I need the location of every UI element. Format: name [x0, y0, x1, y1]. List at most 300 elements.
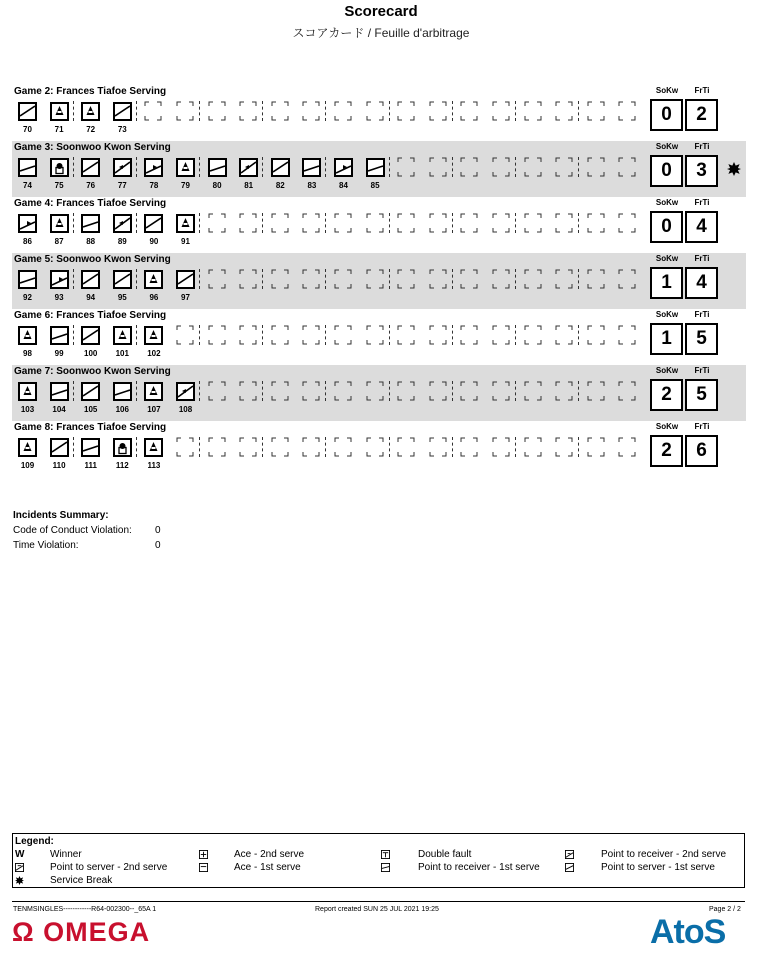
change-separator	[199, 381, 200, 401]
empty-point-slot	[239, 325, 257, 345]
point-mark-icon	[146, 272, 161, 287]
point-box	[18, 158, 37, 177]
point-box	[113, 270, 132, 289]
empty-point-slot	[302, 213, 320, 233]
point-box	[144, 270, 163, 289]
score-label-left: SoKw	[655, 422, 679, 431]
point-mark-icon	[83, 216, 98, 231]
empty-point-slot	[555, 269, 573, 289]
change-separator	[199, 437, 200, 457]
point-number: 78	[149, 181, 159, 190]
point-mark-icon	[146, 440, 161, 455]
empty-point-slot	[587, 325, 605, 345]
winner-symbol: W	[15, 849, 25, 860]
change-separator	[389, 213, 390, 233]
point-number: 76	[86, 181, 96, 190]
change-separator	[73, 437, 74, 457]
score-right: 4	[685, 267, 718, 299]
point-mark-icon	[115, 104, 130, 119]
empty-point-slot	[618, 213, 636, 233]
point-box	[113, 382, 132, 401]
change-separator	[136, 381, 137, 401]
point-box	[81, 102, 100, 121]
point-box	[50, 270, 69, 289]
empty-point-slot	[587, 157, 605, 177]
empty-point-slot	[587, 213, 605, 233]
point-mark-icon	[178, 216, 193, 231]
point-number: 74	[23, 181, 32, 190]
change-separator	[262, 269, 263, 289]
game-title: Game 4: Frances Tiafoe Serving	[14, 198, 167, 209]
point-mark-icon	[83, 384, 98, 399]
empty-point-slot	[492, 325, 510, 345]
change-separator	[389, 269, 390, 289]
point-number: 73	[117, 125, 127, 134]
empty-point-slot	[302, 381, 320, 401]
footer-code: TENMSINGLES------------R64-002300--_65A 1	[13, 906, 157, 913]
point-number: 87	[54, 237, 64, 246]
empty-point-slot	[366, 437, 384, 457]
empty-point-slot	[492, 101, 510, 121]
score-left: 2	[650, 435, 683, 467]
point-number: 71	[54, 125, 64, 134]
score-right: 6	[685, 435, 718, 467]
point-box	[113, 438, 132, 457]
point-box	[176, 158, 195, 177]
empty-point-slot	[492, 213, 510, 233]
change-separator	[452, 269, 453, 289]
server-2nd-icon	[15, 863, 24, 872]
empty-point-slot	[524, 437, 542, 457]
point-box	[366, 158, 385, 177]
score-label-right: FrTi	[694, 254, 710, 263]
point-box	[50, 326, 69, 345]
point-box	[81, 270, 100, 289]
page-subtitle: スコアカード / Feuille d'arbitrage	[292, 26, 470, 40]
point-number: 89	[117, 237, 127, 246]
page-title: Scorecard	[344, 3, 418, 20]
point-number: 77	[117, 181, 127, 190]
empty-point-slot	[366, 381, 384, 401]
point-number: 97	[181, 293, 190, 302]
point-box	[50, 438, 69, 457]
change-separator	[389, 325, 390, 345]
empty-point-slot	[176, 101, 194, 121]
omega-logo: Ω OMEGA	[12, 917, 151, 947]
point-box	[18, 214, 37, 233]
point-box	[81, 382, 100, 401]
point-mark-icon	[83, 440, 98, 455]
empty-point-slot	[239, 101, 257, 121]
empty-point-slot	[334, 213, 352, 233]
change-separator	[515, 325, 516, 345]
point-number: 106	[115, 405, 129, 414]
empty-point-slot	[460, 381, 478, 401]
point-box	[176, 214, 195, 233]
point-mark-icon	[115, 328, 130, 343]
score-label-left: SoKw	[655, 198, 679, 207]
empty-point-slot	[429, 269, 447, 289]
point-number: 91	[181, 237, 190, 246]
server-1st-icon	[565, 863, 574, 872]
point-mark-icon	[52, 384, 67, 399]
receiver-1st-icon	[381, 863, 390, 872]
point-mark-icon	[210, 160, 225, 175]
empty-point-slot	[429, 381, 447, 401]
change-separator	[262, 101, 263, 121]
game-title: Game 6: Frances Tiafoe Serving	[14, 310, 167, 321]
empty-point-slot	[460, 437, 478, 457]
point-number: 88	[86, 237, 96, 246]
empty-point-slot	[587, 101, 605, 121]
point-box	[50, 158, 69, 177]
empty-point-slot	[271, 381, 289, 401]
game-title: Game 8: Frances Tiafoe Serving	[14, 422, 167, 433]
point-box	[113, 326, 132, 345]
point-number: 90	[149, 237, 159, 246]
empty-point-slot	[618, 269, 636, 289]
point-number: 80	[212, 181, 222, 190]
empty-point-slot	[239, 437, 257, 457]
score-right: 5	[685, 379, 718, 411]
empty-point-slot	[271, 325, 289, 345]
empty-point-slot	[397, 101, 415, 121]
point-mark-icon	[115, 440, 130, 455]
incident-value: 0	[155, 525, 161, 536]
change-separator	[199, 269, 200, 289]
point-box	[144, 214, 163, 233]
empty-point-slot	[555, 101, 573, 121]
legend-receiver-2nd: Point to receiver - 2nd serve	[601, 849, 727, 860]
empty-point-slot	[524, 101, 542, 121]
score-left: 0	[650, 211, 683, 243]
point-box	[50, 214, 69, 233]
point-mark-icon	[20, 384, 35, 399]
point-mark-icon	[20, 216, 35, 231]
score-label-right: FrTi	[694, 142, 710, 151]
legend-service-break: Service Break	[50, 875, 113, 886]
legend-server-2nd: Point to server - 2nd serve	[50, 862, 168, 873]
empty-point-slot	[618, 101, 636, 121]
empty-point-slot	[460, 101, 478, 121]
point-number: 105	[84, 405, 98, 414]
point-number: 79	[181, 181, 190, 190]
footer-divider	[12, 901, 745, 902]
score-left: 0	[650, 99, 683, 131]
point-mark-icon	[52, 216, 67, 231]
receiver-2nd-icon	[565, 850, 574, 859]
empty-point-slot	[208, 213, 226, 233]
empty-point-slot	[587, 381, 605, 401]
change-separator	[452, 157, 453, 177]
change-separator	[73, 269, 74, 289]
change-separator	[515, 269, 516, 289]
point-mark-icon	[273, 160, 288, 175]
empty-point-slot	[271, 437, 289, 457]
score-label-left: SoKw	[655, 86, 679, 95]
point-mark-icon	[115, 216, 130, 231]
empty-point-slot	[208, 101, 226, 121]
empty-point-slot	[397, 157, 415, 177]
point-box	[18, 102, 37, 121]
change-separator	[136, 437, 137, 457]
change-separator	[578, 101, 579, 121]
game-title: Game 3: Soonwoo Kwon Serving	[14, 142, 171, 153]
score-label-right: FrTi	[694, 86, 710, 95]
game-title: Game 5: Soonwoo Kwon Serving	[14, 254, 171, 265]
change-separator	[325, 437, 326, 457]
empty-point-slot	[397, 325, 415, 345]
change-separator	[73, 157, 74, 177]
change-separator	[452, 101, 453, 121]
empty-point-slot	[334, 325, 352, 345]
change-separator	[73, 101, 74, 121]
change-separator	[199, 325, 200, 345]
empty-point-slot	[397, 381, 415, 401]
change-separator	[578, 213, 579, 233]
empty-point-slot	[524, 381, 542, 401]
game-row	[12, 141, 746, 197]
point-box	[334, 158, 353, 177]
point-number: 99	[54, 349, 64, 358]
point-number: 104	[52, 405, 66, 414]
point-mark-icon	[20, 104, 35, 119]
score-label-right: FrTi	[694, 366, 710, 375]
ace-2nd-icon	[199, 850, 208, 859]
change-separator	[199, 157, 200, 177]
change-separator	[136, 213, 137, 233]
score-label-right: FrTi	[694, 422, 710, 431]
empty-point-slot	[176, 437, 194, 457]
change-separator	[136, 269, 137, 289]
point-box	[176, 270, 195, 289]
change-separator	[515, 437, 516, 457]
score-label-left: SoKw	[655, 142, 679, 151]
empty-point-slot	[334, 269, 352, 289]
empty-point-slot	[618, 437, 636, 457]
empty-point-slot	[271, 101, 289, 121]
point-box	[50, 102, 69, 121]
change-separator	[325, 325, 326, 345]
point-box	[271, 158, 290, 177]
legend-title: Legend:	[15, 836, 54, 847]
game-title: Game 7: Soonwoo Kwon Serving	[14, 366, 171, 377]
empty-point-slot	[366, 325, 384, 345]
score-label-left: SoKw	[655, 366, 679, 375]
point-mark-icon	[83, 160, 98, 175]
game-row	[12, 421, 746, 477]
point-box	[144, 382, 163, 401]
incidents-title: Incidents Summary:	[13, 510, 109, 521]
score-label-right: FrTi	[694, 310, 710, 319]
empty-point-slot	[334, 381, 352, 401]
change-separator	[452, 325, 453, 345]
change-separator	[199, 101, 200, 121]
point-mark-icon	[146, 216, 161, 231]
point-box	[81, 438, 100, 457]
legend-double-fault: Double fault	[418, 849, 472, 860]
point-box	[144, 158, 163, 177]
empty-point-slot	[429, 213, 447, 233]
empty-point-slot	[208, 325, 226, 345]
point-mark-icon	[241, 160, 256, 175]
empty-point-slot	[302, 101, 320, 121]
point-number: 102	[147, 349, 161, 358]
game-row	[12, 365, 746, 421]
point-box	[144, 438, 163, 457]
incident-label: Code of Conduct Violation:	[13, 525, 132, 536]
empty-point-slot	[524, 213, 542, 233]
game-row	[12, 253, 746, 309]
empty-point-slot	[334, 437, 352, 457]
change-separator	[73, 213, 74, 233]
point-mark-icon	[178, 272, 193, 287]
point-number: 92	[23, 293, 32, 302]
change-separator	[389, 157, 390, 177]
point-box	[18, 382, 37, 401]
change-separator	[325, 101, 326, 121]
legend-ace-2nd: Ace - 2nd serve	[234, 849, 305, 860]
ace-1st-icon	[199, 863, 208, 872]
empty-point-slot	[460, 325, 478, 345]
empty-point-slot	[555, 325, 573, 345]
footer-page: Page 2 / 2	[709, 906, 741, 913]
score-left: 2	[650, 379, 683, 411]
empty-point-slot	[524, 157, 542, 177]
empty-point-slot	[524, 269, 542, 289]
point-number: 94	[86, 293, 96, 302]
empty-point-slot	[239, 269, 257, 289]
point-number: 101	[115, 349, 129, 358]
point-number: 108	[178, 405, 193, 414]
point-number: 82	[275, 181, 285, 190]
point-mark-icon	[83, 328, 98, 343]
empty-point-slot	[618, 325, 636, 345]
point-mark-icon	[52, 328, 67, 343]
legend-winner: Winner	[50, 849, 82, 860]
score-right: 5	[685, 323, 718, 355]
point-number: 98	[23, 349, 32, 358]
empty-point-slot	[208, 437, 226, 457]
point-box	[18, 438, 37, 457]
score-right: 2	[685, 99, 718, 131]
point-mark-icon	[52, 160, 67, 175]
game-title: Game 2: Frances Tiafoe Serving	[14, 86, 167, 97]
empty-point-slot	[555, 157, 573, 177]
empty-point-slot	[555, 381, 573, 401]
empty-point-slot	[397, 213, 415, 233]
change-separator	[452, 381, 453, 401]
point-box	[302, 158, 321, 177]
change-separator	[136, 157, 137, 177]
point-box	[176, 382, 195, 401]
point-number: 83	[307, 181, 317, 190]
point-number: 70	[23, 125, 32, 134]
point-box	[144, 326, 163, 345]
empty-point-slot	[587, 269, 605, 289]
point-mark-icon	[115, 272, 130, 287]
score-label-left: SoKw	[655, 254, 679, 263]
point-mark-icon	[178, 384, 193, 399]
change-separator	[389, 437, 390, 457]
empty-point-slot	[208, 269, 226, 289]
point-box	[113, 214, 132, 233]
change-separator	[199, 213, 200, 233]
empty-point-slot	[239, 381, 257, 401]
point-number: 110	[52, 461, 66, 470]
change-separator	[389, 101, 390, 121]
point-mark-icon	[20, 272, 35, 287]
change-separator	[325, 157, 326, 177]
point-number: 81	[244, 181, 254, 190]
point-box	[50, 382, 69, 401]
point-number: 111	[84, 461, 97, 470]
empty-point-slot	[618, 157, 636, 177]
incident-value: 0	[155, 540, 161, 551]
change-separator	[578, 325, 579, 345]
empty-point-slot	[271, 213, 289, 233]
change-separator	[262, 325, 263, 345]
point-mark-icon	[178, 160, 193, 175]
point-mark-icon	[83, 104, 98, 119]
score-left: 1	[650, 267, 683, 299]
change-separator	[578, 157, 579, 177]
legend-receiver-1st: Point to receiver - 1st serve	[418, 862, 540, 873]
empty-point-slot	[492, 157, 510, 177]
empty-point-slot	[492, 437, 510, 457]
change-separator	[515, 157, 516, 177]
change-separator	[262, 381, 263, 401]
point-mark-icon	[368, 160, 383, 175]
change-separator	[452, 213, 453, 233]
point-number: 103	[20, 405, 35, 414]
legend	[12, 833, 745, 888]
point-number: 113	[147, 461, 161, 470]
empty-point-slot	[460, 213, 478, 233]
point-mark-icon	[115, 160, 130, 175]
empty-point-slot	[618, 381, 636, 401]
game-row	[12, 197, 746, 253]
point-number: 84	[339, 181, 348, 190]
point-number: 96	[149, 293, 159, 302]
game-row	[12, 309, 746, 365]
point-mark-icon	[20, 160, 35, 175]
score-left: 1	[650, 323, 683, 355]
empty-point-slot	[176, 325, 194, 345]
change-separator	[73, 325, 74, 345]
legend-ace-1st: Ace - 1st serve	[234, 862, 301, 873]
point-number: 107	[147, 405, 161, 414]
change-separator	[578, 437, 579, 457]
point-box	[113, 102, 132, 121]
point-mark-icon	[115, 384, 130, 399]
point-number: 100	[84, 349, 98, 358]
score-label-right: FrTi	[694, 198, 710, 207]
empty-point-slot	[429, 325, 447, 345]
empty-point-slot	[302, 269, 320, 289]
point-mark-icon	[52, 272, 67, 287]
empty-point-slot	[397, 269, 415, 289]
point-box	[18, 326, 37, 345]
change-separator	[515, 213, 516, 233]
point-mark-icon	[83, 272, 98, 287]
point-mark-icon	[20, 328, 35, 343]
change-separator	[389, 381, 390, 401]
footer-report: Report created SUN 25 JUL 2021 19:25	[315, 906, 439, 913]
point-number: 75	[54, 181, 64, 190]
game-row	[12, 85, 746, 141]
empty-point-slot	[334, 101, 352, 121]
